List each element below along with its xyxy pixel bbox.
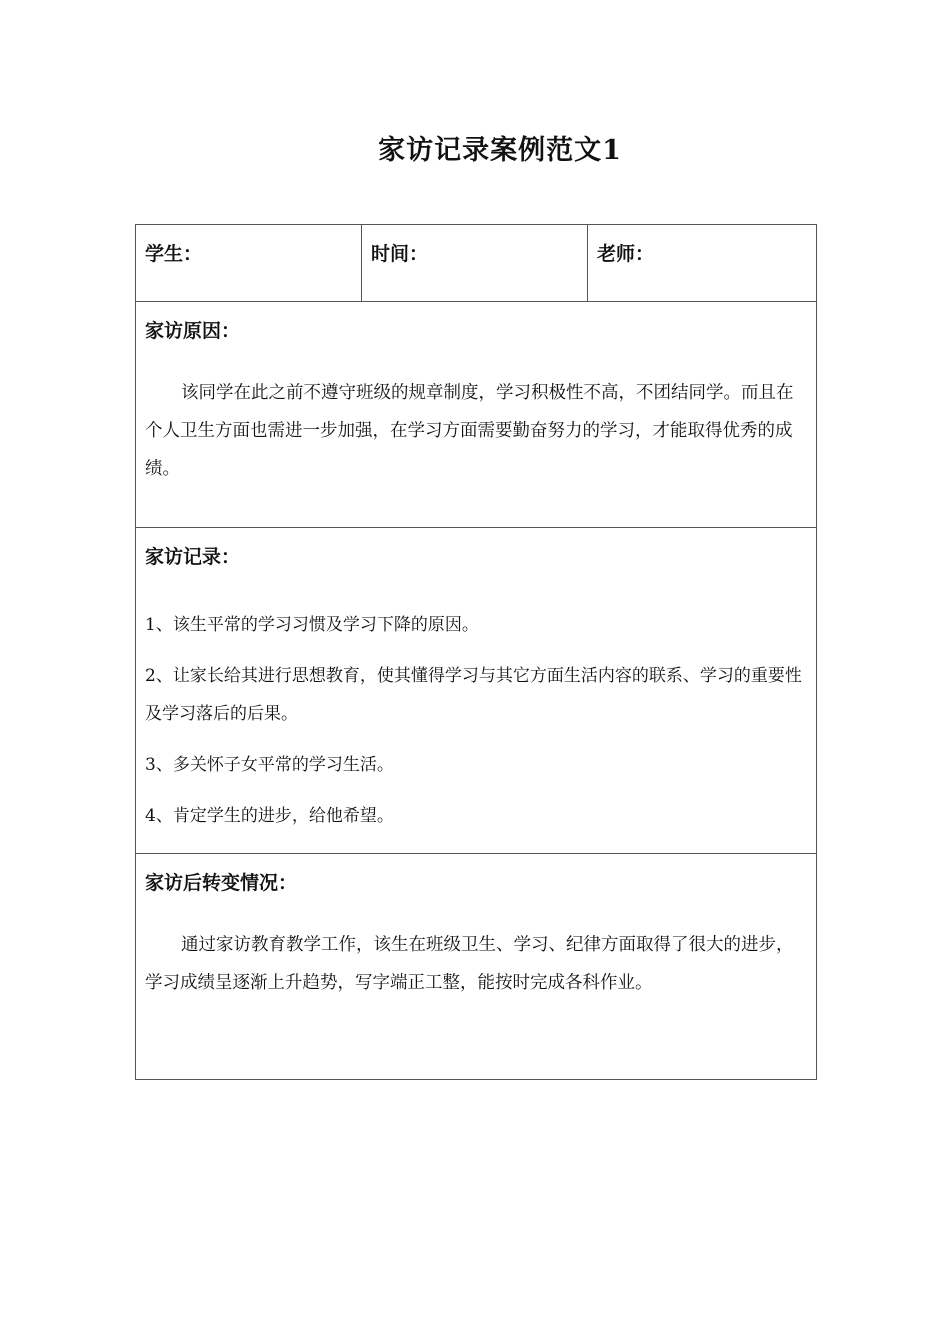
record-section bbox=[136, 528, 817, 854]
record-list bbox=[145, 606, 806, 835]
record-item-1: 1、该生平常的学习习惯及学习下降的原因。 bbox=[145, 615, 479, 635]
reason-section bbox=[136, 302, 817, 528]
time-label: 时间： bbox=[371, 243, 429, 265]
record-item-3: 3、多关怀子女平常的学习生活。 bbox=[145, 755, 394, 775]
home-visit-record-table bbox=[135, 224, 817, 1080]
change-section bbox=[136, 854, 817, 1080]
record-item-4: 4、肯定学生的进步，给他希望。 bbox=[145, 806, 394, 826]
reason-text: 该同学在此之前不遵守班级的规章制度，学习积极性不高，不团结同学。而且在个人卫生方面也需进一步加强，在学习方面需要勤奋努力的学习，才能取得优秀的成绩。 bbox=[145, 383, 794, 479]
change-text: 通过家访教育教学工作，该生在班级卫生、学习、纪律方面取得了很大的进步，学习成绩呈逐渐上升趋势，写字端正工整，能按时完成各科作业。 bbox=[145, 935, 794, 993]
reason-heading: 家访原因： bbox=[145, 320, 241, 342]
change-row bbox=[136, 854, 817, 1080]
teacher-label: 老师： bbox=[597, 243, 655, 265]
change-heading: 家访后转变情况： bbox=[145, 872, 298, 894]
teacher-cell bbox=[588, 225, 817, 302]
student-cell bbox=[136, 225, 362, 302]
header-row bbox=[136, 225, 817, 302]
record-row bbox=[136, 528, 817, 854]
student-label: 学生： bbox=[145, 243, 203, 265]
page-title: 家访记录案例范文1 bbox=[378, 135, 622, 166]
time-cell bbox=[362, 225, 588, 302]
record-item-2: 2、让家长给其进行思想教育，使其懂得学习与其它方面生活内容的联系、学习的重要性及学习落后的后果。 bbox=[145, 666, 802, 724]
record-heading: 家访记录： bbox=[145, 546, 241, 568]
reason-row bbox=[136, 302, 817, 528]
